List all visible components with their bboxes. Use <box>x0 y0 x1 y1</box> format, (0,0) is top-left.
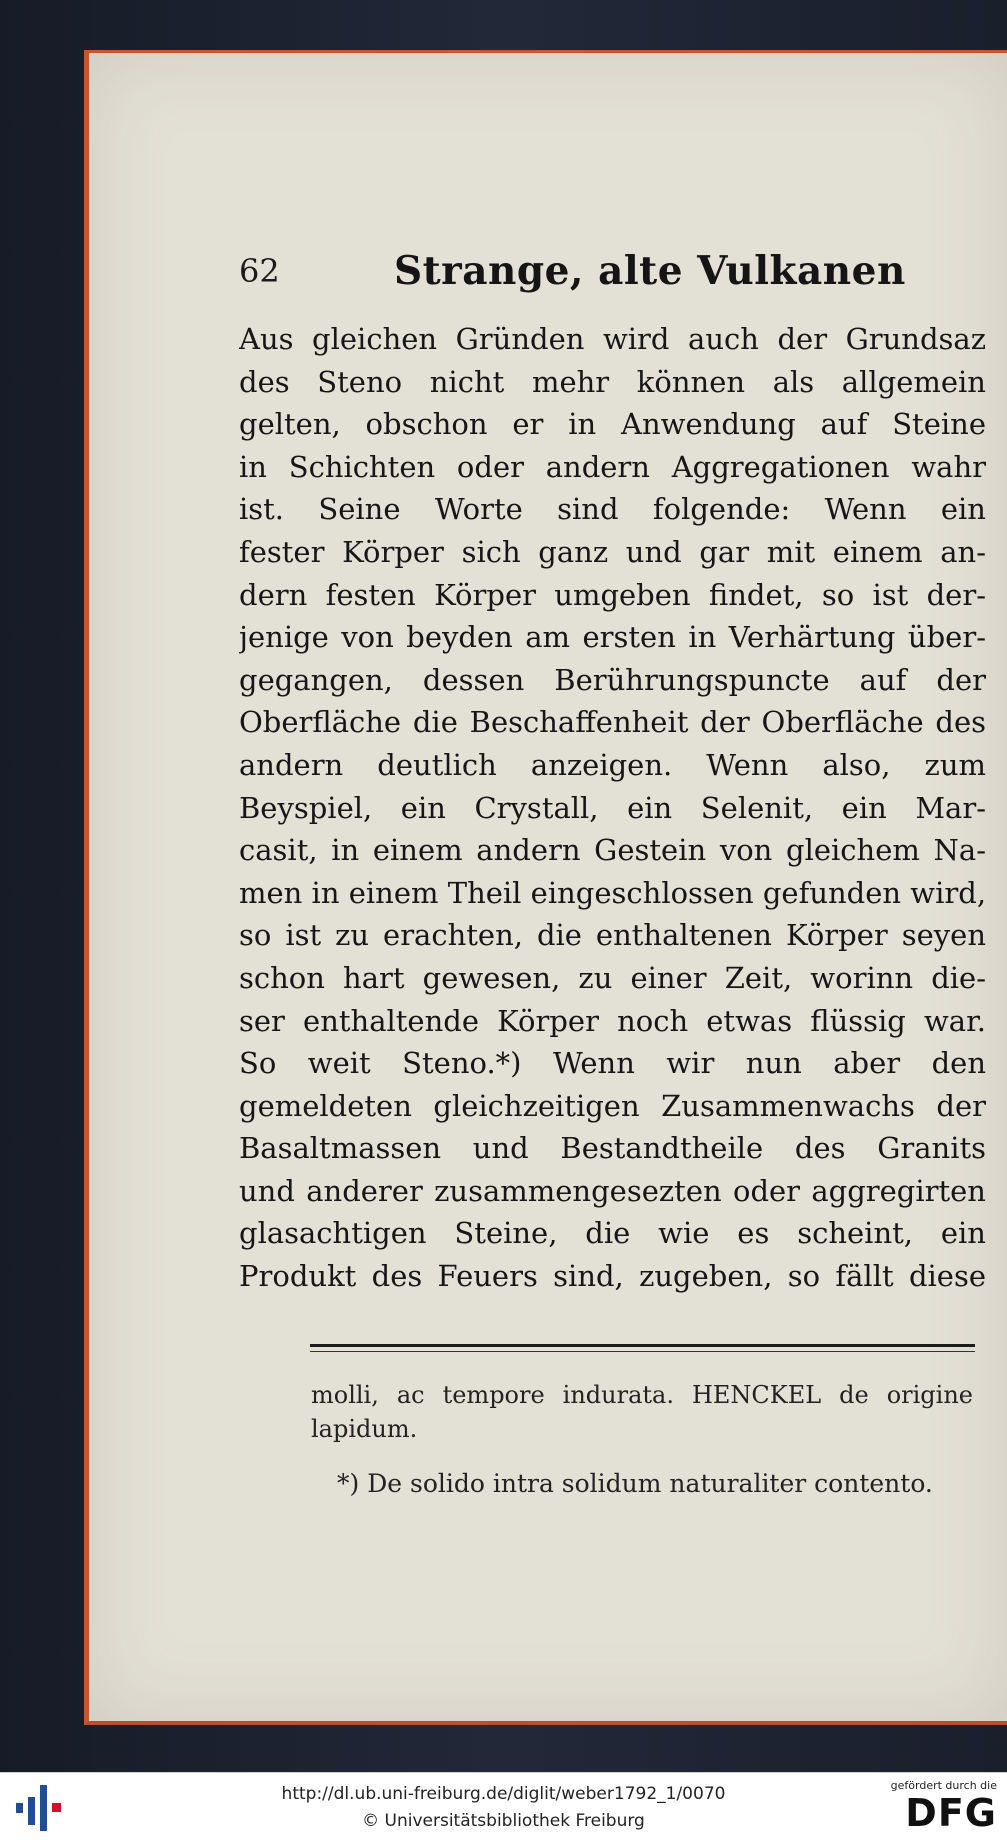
text-line: andern deutlich anzeigen. Wenn also, zum <box>239 747 986 782</box>
text-line: jenige von beyden am ersten in Verhärtung über- <box>239 620 986 655</box>
text-line: Oberfläche die Beschaffenheit der Oberfläche des <box>239 705 986 740</box>
running-title: Strange, alte Vulkanen <box>394 248 906 294</box>
page-number: 62 <box>239 252 280 290</box>
text-line: dern festen Körper umgeben findet, so ist der- <box>239 577 986 612</box>
footnote-steno: *) De solido intra solidum naturaliter contento. <box>337 1469 933 1498</box>
text-line: Beyspiel, ein Crystall, ein Selenit, ein Mar- <box>239 790 986 825</box>
footnote-line: lapidum. <box>311 1415 418 1443</box>
dfg-caption: gefördert durch die <box>890 1779 997 1792</box>
dfg-wordmark: DFG <box>905 1791 997 1835</box>
dfg-logo-icon[interactable] <box>885 1779 997 1839</box>
text-line: Basaltmassen und Bestandtheile des Granits <box>239 1131 986 1166</box>
text-line: fester Körper sich ganz und gar mit einem an- <box>239 534 986 569</box>
text-line: in Schichten oder andern Aggregationen wahr <box>239 449 986 484</box>
text-line: So weit Steno.*) Wenn wir nun aber den <box>239 1046 986 1081</box>
text-line: und anderer zusammengesezten oder aggregirten <box>239 1173 986 1208</box>
text-line: ser enthaltende Körper noch etwas flüssig war. <box>239 1003 986 1038</box>
text-line: casit, in einem andern Gestein von gleichem Na- <box>239 833 986 868</box>
text-line: gelten, obschon er in Anwendung auf Steine <box>239 407 986 442</box>
text-line: Produkt des Feuers sind, zugeben, so fällt diese <box>239 1259 986 1294</box>
footnote-line: molli, ac tempore indurata. HENCKEL de origine <box>311 1381 973 1409</box>
text-line: des Steno nicht mehr können als allgemein <box>239 364 986 399</box>
text-line: glasachtigen Steine, die wie es scheint, ein <box>239 1216 986 1251</box>
text-line: gemeldeten gleichzeitigen Zusammenwachs der <box>239 1088 986 1123</box>
text-line: so ist zu erachten, die enthaltenen Körper seyen <box>239 918 986 953</box>
viewer-footer-bar <box>0 1772 1007 1843</box>
text-line: ist. Seine Worte sind folgende: Wenn ein <box>239 492 986 527</box>
book-page <box>84 50 1007 1725</box>
body-text <box>239 318 986 1298</box>
copyright-notice: © Universitätsbibliothek Freiburg <box>362 1811 645 1831</box>
permalink-url[interactable]: http://dl.ub.uni-freiburg.de/diglit/weber1792_1/0070 <box>281 1784 726 1804</box>
text-line: Aus gleichen Gründen wird auch der Grundsaz <box>239 322 986 356</box>
footnote-continued <box>311 1378 973 1446</box>
text-line: gegangen, dessen Berührungspuncte auf der <box>239 662 986 697</box>
footnote-divider <box>310 1344 975 1352</box>
text-line: schon hart gewesen, zu einer Zeit, worinn die- <box>239 960 986 995</box>
page-header <box>89 211 1007 294</box>
text-line: men in einem Theil eingeschlossen gefunden wird, <box>239 875 986 910</box>
